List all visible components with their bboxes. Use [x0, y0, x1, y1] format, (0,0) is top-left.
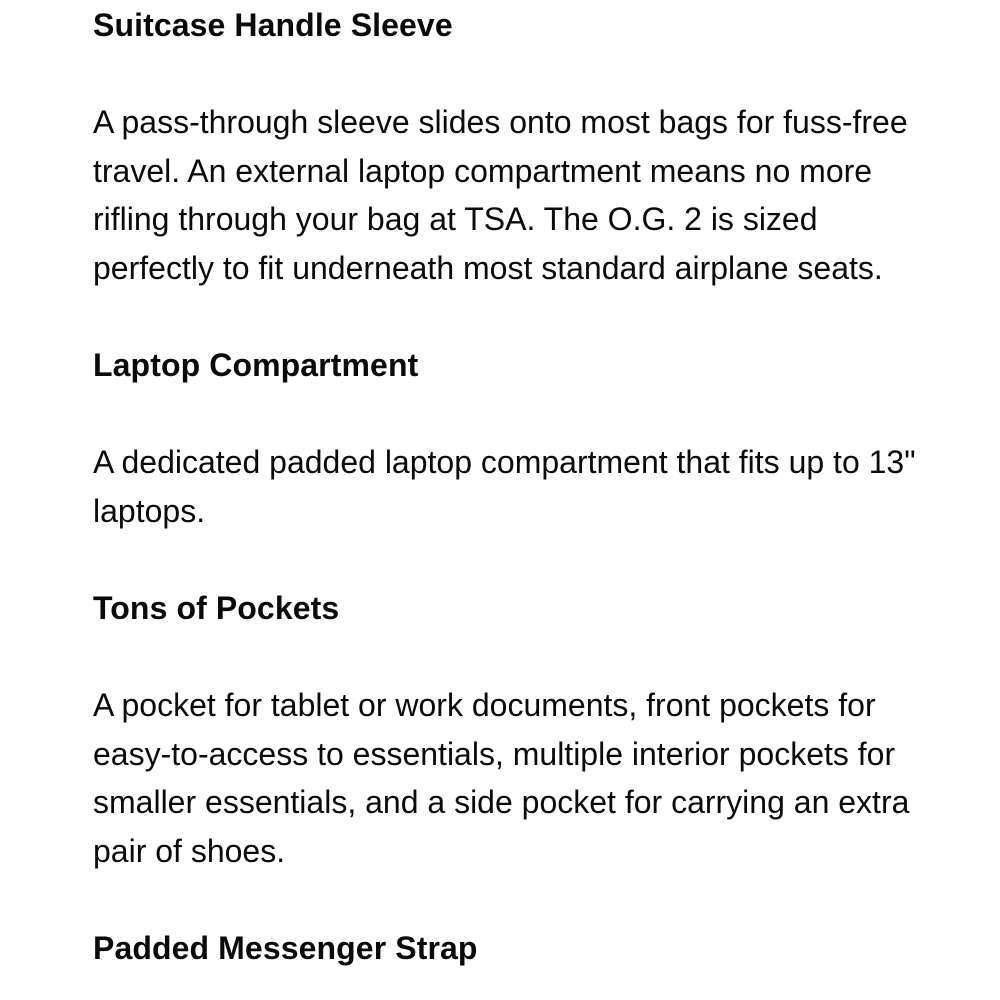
feature-description: A pass-through sleeve slides onto most bags for fuss-free travel. An external laptop compartment means no more rifling through your bag at TSA. The O.G. 2 is sized perfectly to fit underneath most standard airplane seats.: [93, 104, 908, 286]
feature-heading: Suitcase Handle Sleeve: [93, 7, 453, 43]
feature-section-laptop-compartment: [93, 342, 923, 535]
feature-heading: Tons of Pockets: [93, 590, 340, 626]
product-features-content: [93, 2, 923, 971]
feature-heading: Laptop Compartment: [93, 347, 419, 383]
feature-section-suitcase-handle-sleeve: [93, 2, 923, 292]
feature-description: A pocket for tablet or work documents, front pockets for easy-to-access to essentials, multiple interior pockets for smaller essentials, and a side pocket for carrying an extra pair of shoes.: [93, 687, 910, 869]
feature-section-padded-messenger-strap: [93, 925, 923, 971]
feature-heading: Padded Messenger Strap: [93, 930, 478, 966]
feature-section-tons-of-pockets: [93, 585, 923, 875]
feature-description: A dedicated padded laptop compartment that fits up to 13" laptops.: [93, 444, 916, 529]
